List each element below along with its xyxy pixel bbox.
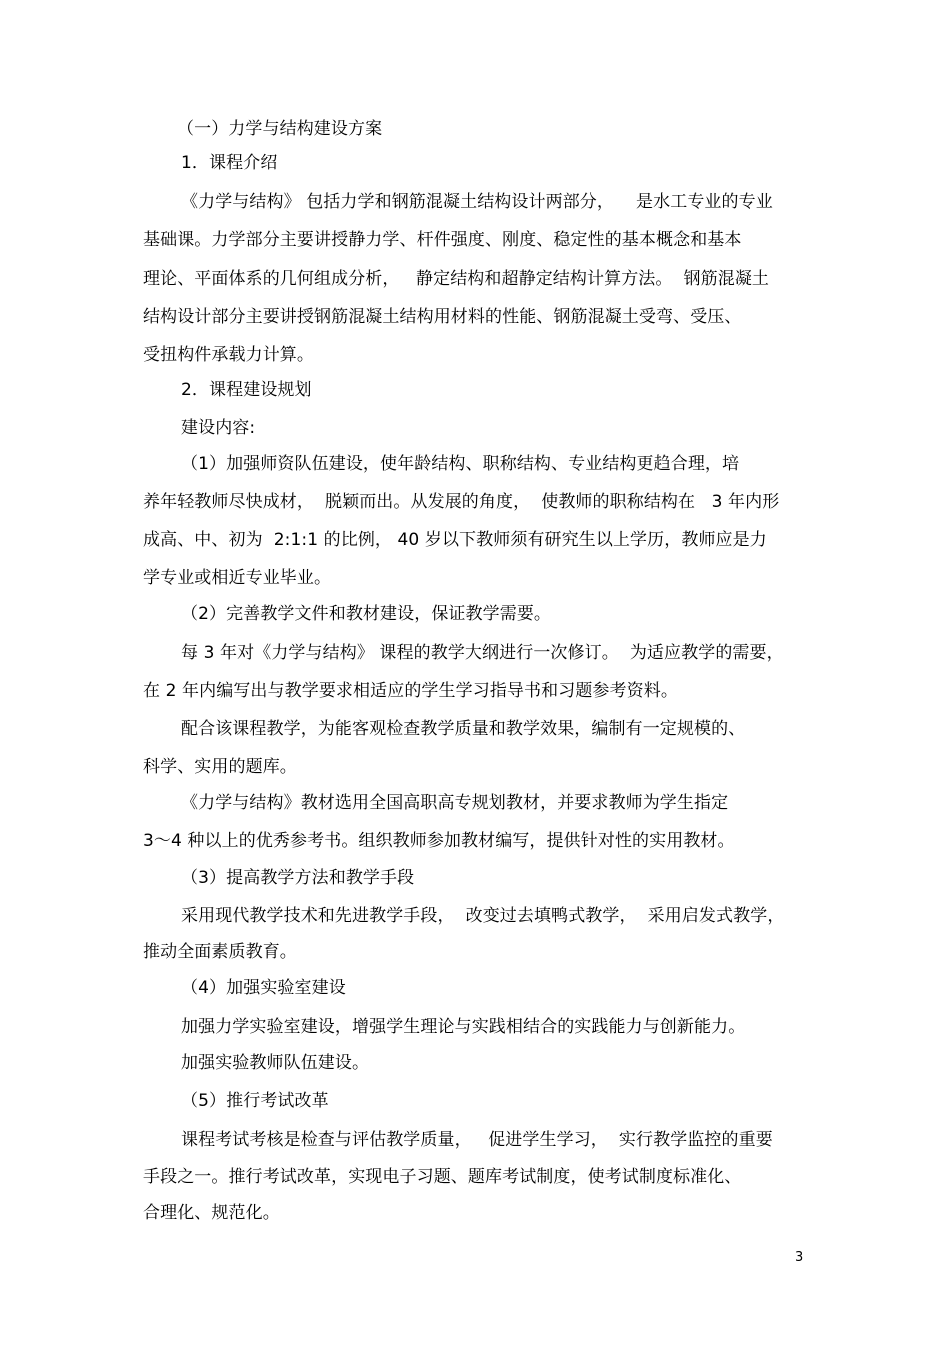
- text-line: 基础课。力学部分主要讲授静力学、杆件强度、刚度、稳定性的基本概念和基本: [143, 230, 742, 250]
- text-line: 在 2 年内编写出与教学要求相适应的学生学习指导书和习题参考资料。: [143, 681, 678, 701]
- text-line: 3～4 种以上的优秀参考书。组织教师参加教材编写，提供针对性的实用教材。: [143, 831, 735, 851]
- text-line: 养年轻教师尽快成材， 脱颖而出。从发展的角度， 使教师的职称结构在 3 年内形: [143, 492, 780, 512]
- text-line: 结构设计部分主要讲授钢筋混凝土结构用材料的性能、钢筋混凝土受弯、受压、: [143, 307, 742, 327]
- text-line: 合理化、规范化。: [143, 1203, 280, 1223]
- text-line: 手段之一。推行考试改革，实现电子习题、题库考试制度，使考试制度标准化、: [143, 1167, 742, 1187]
- text-line: 受扭构件承载力计算。: [143, 345, 314, 365]
- section-heading: （一）力学与结构建设方案: [177, 119, 383, 139]
- subheading-course-intro: 1．课程介绍: [181, 153, 278, 173]
- text-line: 成高、中、初为 2:1:1 的比例， 40 岁以下教师须有研究生以上学历，教师应是力: [143, 530, 767, 550]
- text-line: 采用现代教学技术和先进教学手段， 改变过去填鸭式教学， 采用启发式教学，: [181, 906, 785, 926]
- item-heading: （5）推行考试改革: [181, 1091, 329, 1111]
- page-number: 3: [795, 1250, 804, 1265]
- item-heading: （3）提高教学方法和教学手段: [181, 868, 415, 888]
- text-line: 科学、实用的题库。: [143, 757, 297, 777]
- text-line: 建设内容:: [181, 418, 256, 438]
- text-line: 配合该课程教学，为能客观检查教学质量和教学效果，编制有一定规模的、: [181, 719, 746, 739]
- text-line: 加强实验教师队伍建设。: [181, 1053, 370, 1073]
- item-heading: （4）加强实验室建设: [181, 978, 346, 998]
- text-line: 《力学与结构》教材选用全国高职高专规划教材，并要求教师为学生指定: [181, 793, 729, 813]
- text-line: 每 3 年对《力学与结构》 课程的教学大纲进行一次修订。 为适应教学的需要，: [181, 643, 784, 663]
- text-line: 理论、平面体系的几何组成分析， 静定结构和超静定结构计算方法。 钢筋混凝土: [143, 269, 770, 289]
- item-heading: （2）完善教学文件和教材建设，保证教学需要。: [181, 604, 552, 624]
- text-line: 推动全面素质教育。: [143, 942, 297, 962]
- text-line: 学专业或相近专业毕业。: [143, 568, 332, 588]
- item-heading: （1）加强师资队伍建设，使年龄结构、职称结构、专业结构更趋合理，培: [181, 454, 740, 474]
- subheading-course-plan: 2．课程建设规划: [181, 380, 312, 400]
- text-line: 课程考试考核是检查与评估教学质量， 促进学生学习， 实行教学监控的重要: [181, 1130, 773, 1150]
- text-line: 《力学与结构》 包括力学和钢筋混凝土结构设计两部分， 是水工专业的专业: [181, 192, 773, 212]
- text-line: 加强力学实验室建设，增强学生理论与实践相结合的实践能力与创新能力。: [181, 1017, 746, 1037]
